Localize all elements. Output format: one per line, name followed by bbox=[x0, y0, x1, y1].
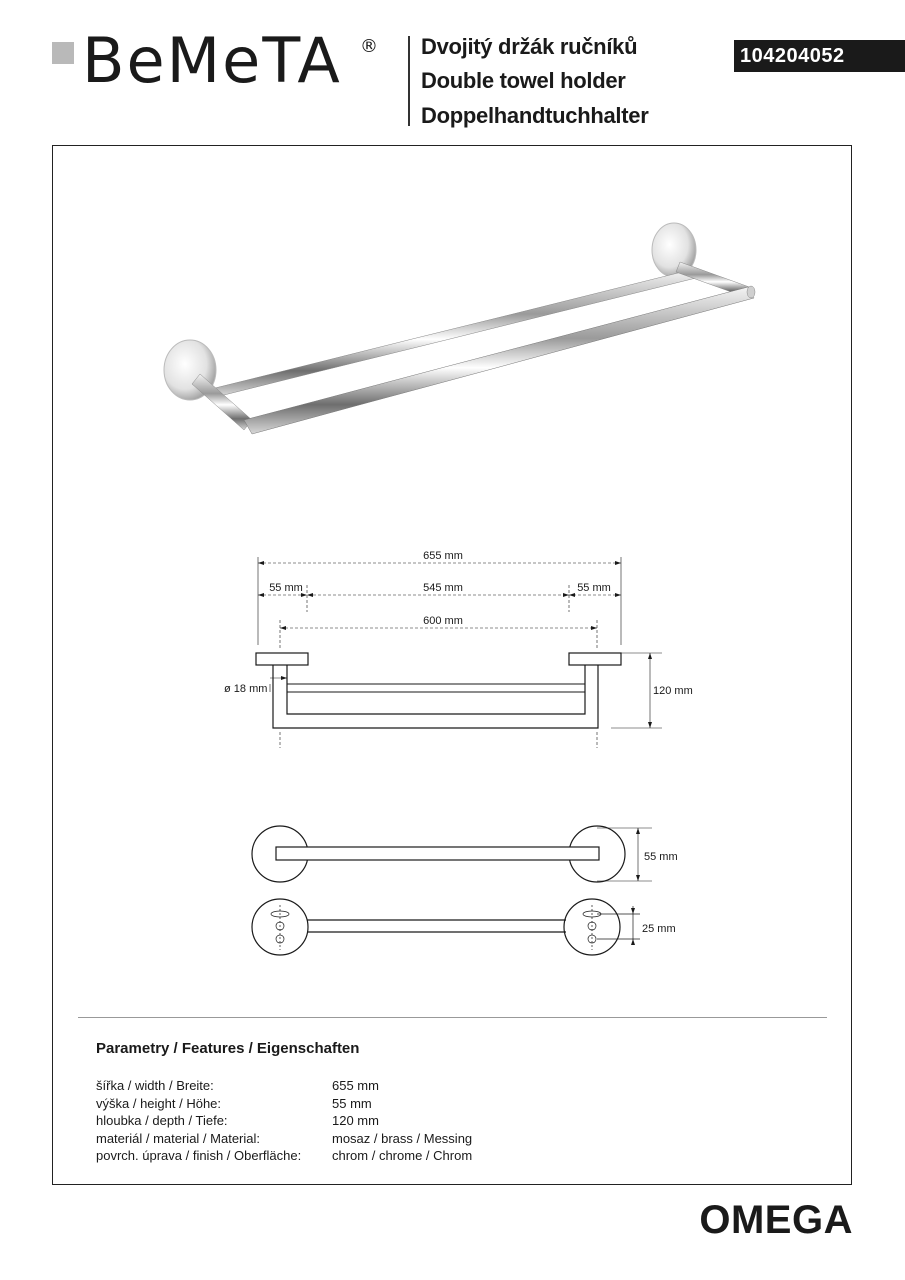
dim-total-width: 655 mm bbox=[423, 550, 463, 562]
brand-logo: BeMeTA bbox=[82, 24, 342, 97]
feature-row bbox=[96, 1147, 472, 1165]
dim-left-offset: 55 mm bbox=[269, 582, 303, 594]
product-code-badge: 104204052 bbox=[734, 40, 905, 72]
features-divider bbox=[78, 1017, 827, 1018]
title-czech: Dvojitý držák ručníků bbox=[421, 34, 638, 59]
feature-value: mosaz / brass / Messing bbox=[332, 1130, 473, 1146]
feature-value: chrom / chrome / Chrom bbox=[332, 1148, 473, 1164]
feature-row bbox=[96, 1077, 472, 1095]
feature-label: výška / height / Höhe: bbox=[96, 1095, 222, 1111]
feature-label: šířka / width / Breite: bbox=[96, 1078, 214, 1093]
title-english: Double towel holder bbox=[421, 68, 626, 93]
dim-right-offset: 55 mm bbox=[577, 582, 611, 594]
feature-row bbox=[96, 1095, 472, 1113]
feature-value: 655 mm bbox=[332, 1078, 379, 1093]
feature-row bbox=[96, 1130, 472, 1148]
dim-mount: 25 mm bbox=[642, 923, 676, 935]
feature-label: materiál / material / Material: bbox=[96, 1130, 260, 1146]
features-heading: Parametry / Features / Eigenschaften bbox=[96, 1040, 360, 1057]
product-illustration bbox=[164, 223, 755, 434]
registered-mark: ® bbox=[360, 36, 378, 57]
feature-label: hloubka / depth / Tiefe: bbox=[96, 1113, 228, 1129]
feature-value: 120 mm bbox=[332, 1113, 379, 1129]
dim-depth: 120 mm bbox=[653, 685, 693, 697]
series-name: OMEGA bbox=[699, 1198, 853, 1242]
dim-height: 55 mm bbox=[644, 851, 678, 863]
feature-value: 55 mm bbox=[332, 1095, 372, 1111]
title-german: Doppelhandtuchhalter bbox=[421, 103, 649, 128]
feature-label: povrch. úprava / finish / Oberfläche: bbox=[96, 1148, 302, 1164]
dim-middle: 545 mm bbox=[423, 582, 463, 594]
dim-rod-span: 600 mm bbox=[423, 615, 463, 627]
features-table bbox=[96, 1077, 472, 1165]
dim-diameter: ø 18 mm bbox=[224, 683, 268, 695]
feature-row bbox=[96, 1112, 472, 1130]
